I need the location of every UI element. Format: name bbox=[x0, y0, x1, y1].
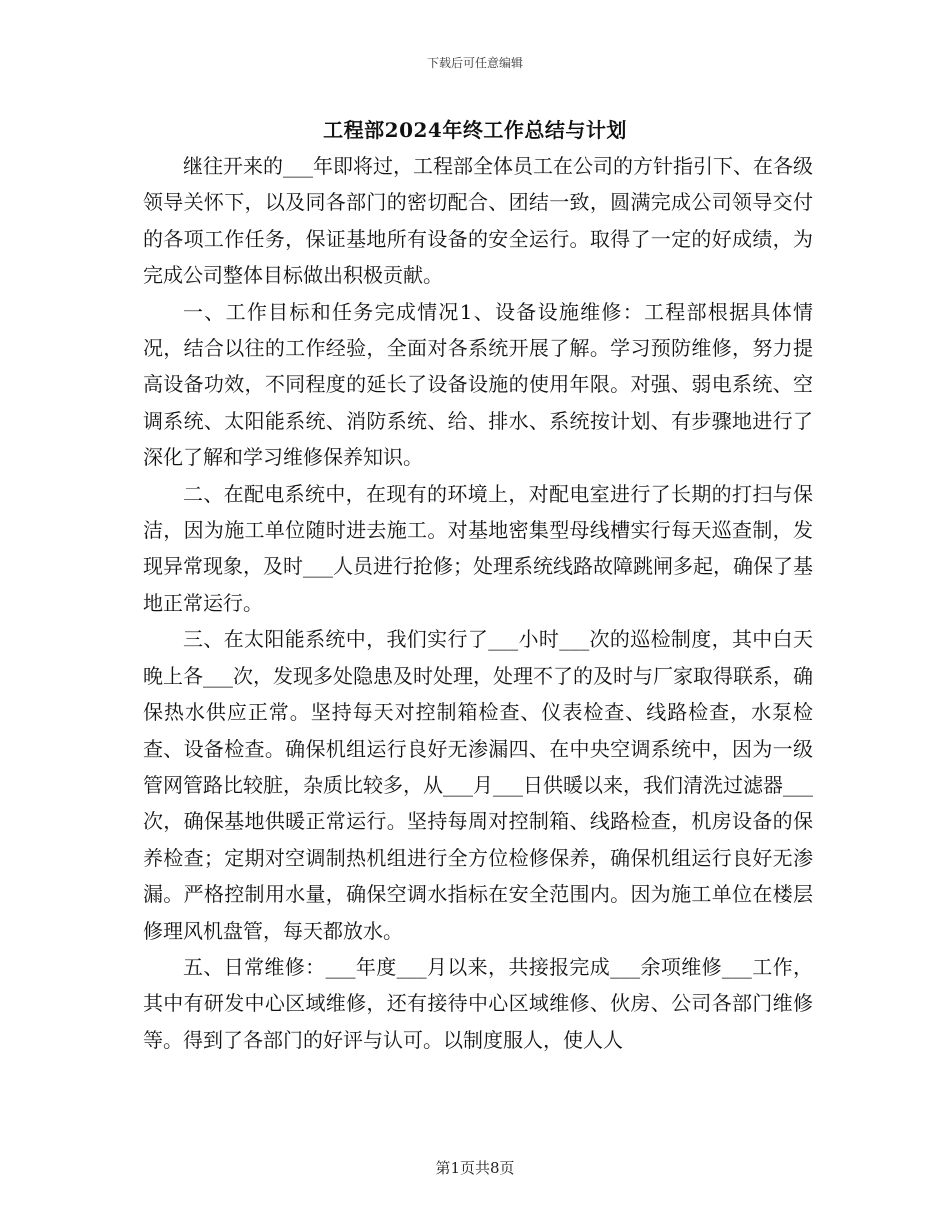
paragraph-section-3-4: 三、在太阳能系统中，我们实行了___小时___次的巡检制度，其中白天晚上各___次，发现多处隐患及时处理，处理不了的及时与厂家取得联系，确保热水供应正常。坚持每天对控制箱检查、仪表检查、线路检查，水泵检查、设备检查。确保机组运行良好无渗漏四、在中央空调系统中，因为一级管网管路比较脏，杂质比较多，从___月___日供暖以来，我们清洗过滤器___次，确保基地供暖正常运行。坚持每周对控制箱、线路检查，机房设备的保养检查；定期对空调制热机组进行全方位检修保养，确保机组运行良好无渗漏。严格控制用水量，确保空调水指标在安全范围内。因为施工单位在楼层修理风机盘管，每天都放水。 bbox=[143, 627, 813, 943]
header-note: 下载后可任意编辑 bbox=[426, 56, 523, 70]
paragraph-intro: 继往开来的___年即将过，工程部全体员工在公司的方针指引下、在各级领导关怀下，以及同各部门的密切配合、团结一致，圆满完成公司领导交付的各项工作任务，保证基地所有设备的安全运行。取得了一定的好成绩，为完成公司整体目标做出积极贡献。 bbox=[143, 154, 813, 288]
paragraph-section-1: 一、工作目标和任务完成情况1、设备设施维修：工程部根据具体情况，结合以往的工作经验，全面对各系统开展了解。学习预防维修，努力提高设备功效，不同程度的延长了设备设施的使用年限。对强、弱电系统、空调系统、太阳能系统、消防系统、给、排水、系统按计划、有步骤地进行了深化了解和学习维修保养知识。 bbox=[143, 299, 813, 470]
document-title: 工程部2024年终工作总结与计划 bbox=[323, 118, 627, 142]
paragraph-section-5: 五、日常维修：___年度___月以来，共接报完成___余项维修___工作，其中有研发中心区域维修，还有接待中心区域维修、伙房、公司各部门维修等。得到了各部门的好评与认可。以制度服人，使人人 bbox=[143, 954, 813, 1052]
paragraph-section-2: 二、在配电系统中，在现有的环境上，对配电室进行了长期的打扫与保洁，因为施工单位随时进去施工。对基地密集型母线槽实行每天巡查制，发现异常现象，及时___人员进行抢修；处理系统线路故障跳闸多起，确保了基地正常运行。 bbox=[143, 481, 813, 615]
document-body bbox=[143, 148, 813, 1058]
page-number-footer: 第1页共8页 bbox=[435, 1159, 515, 1177]
